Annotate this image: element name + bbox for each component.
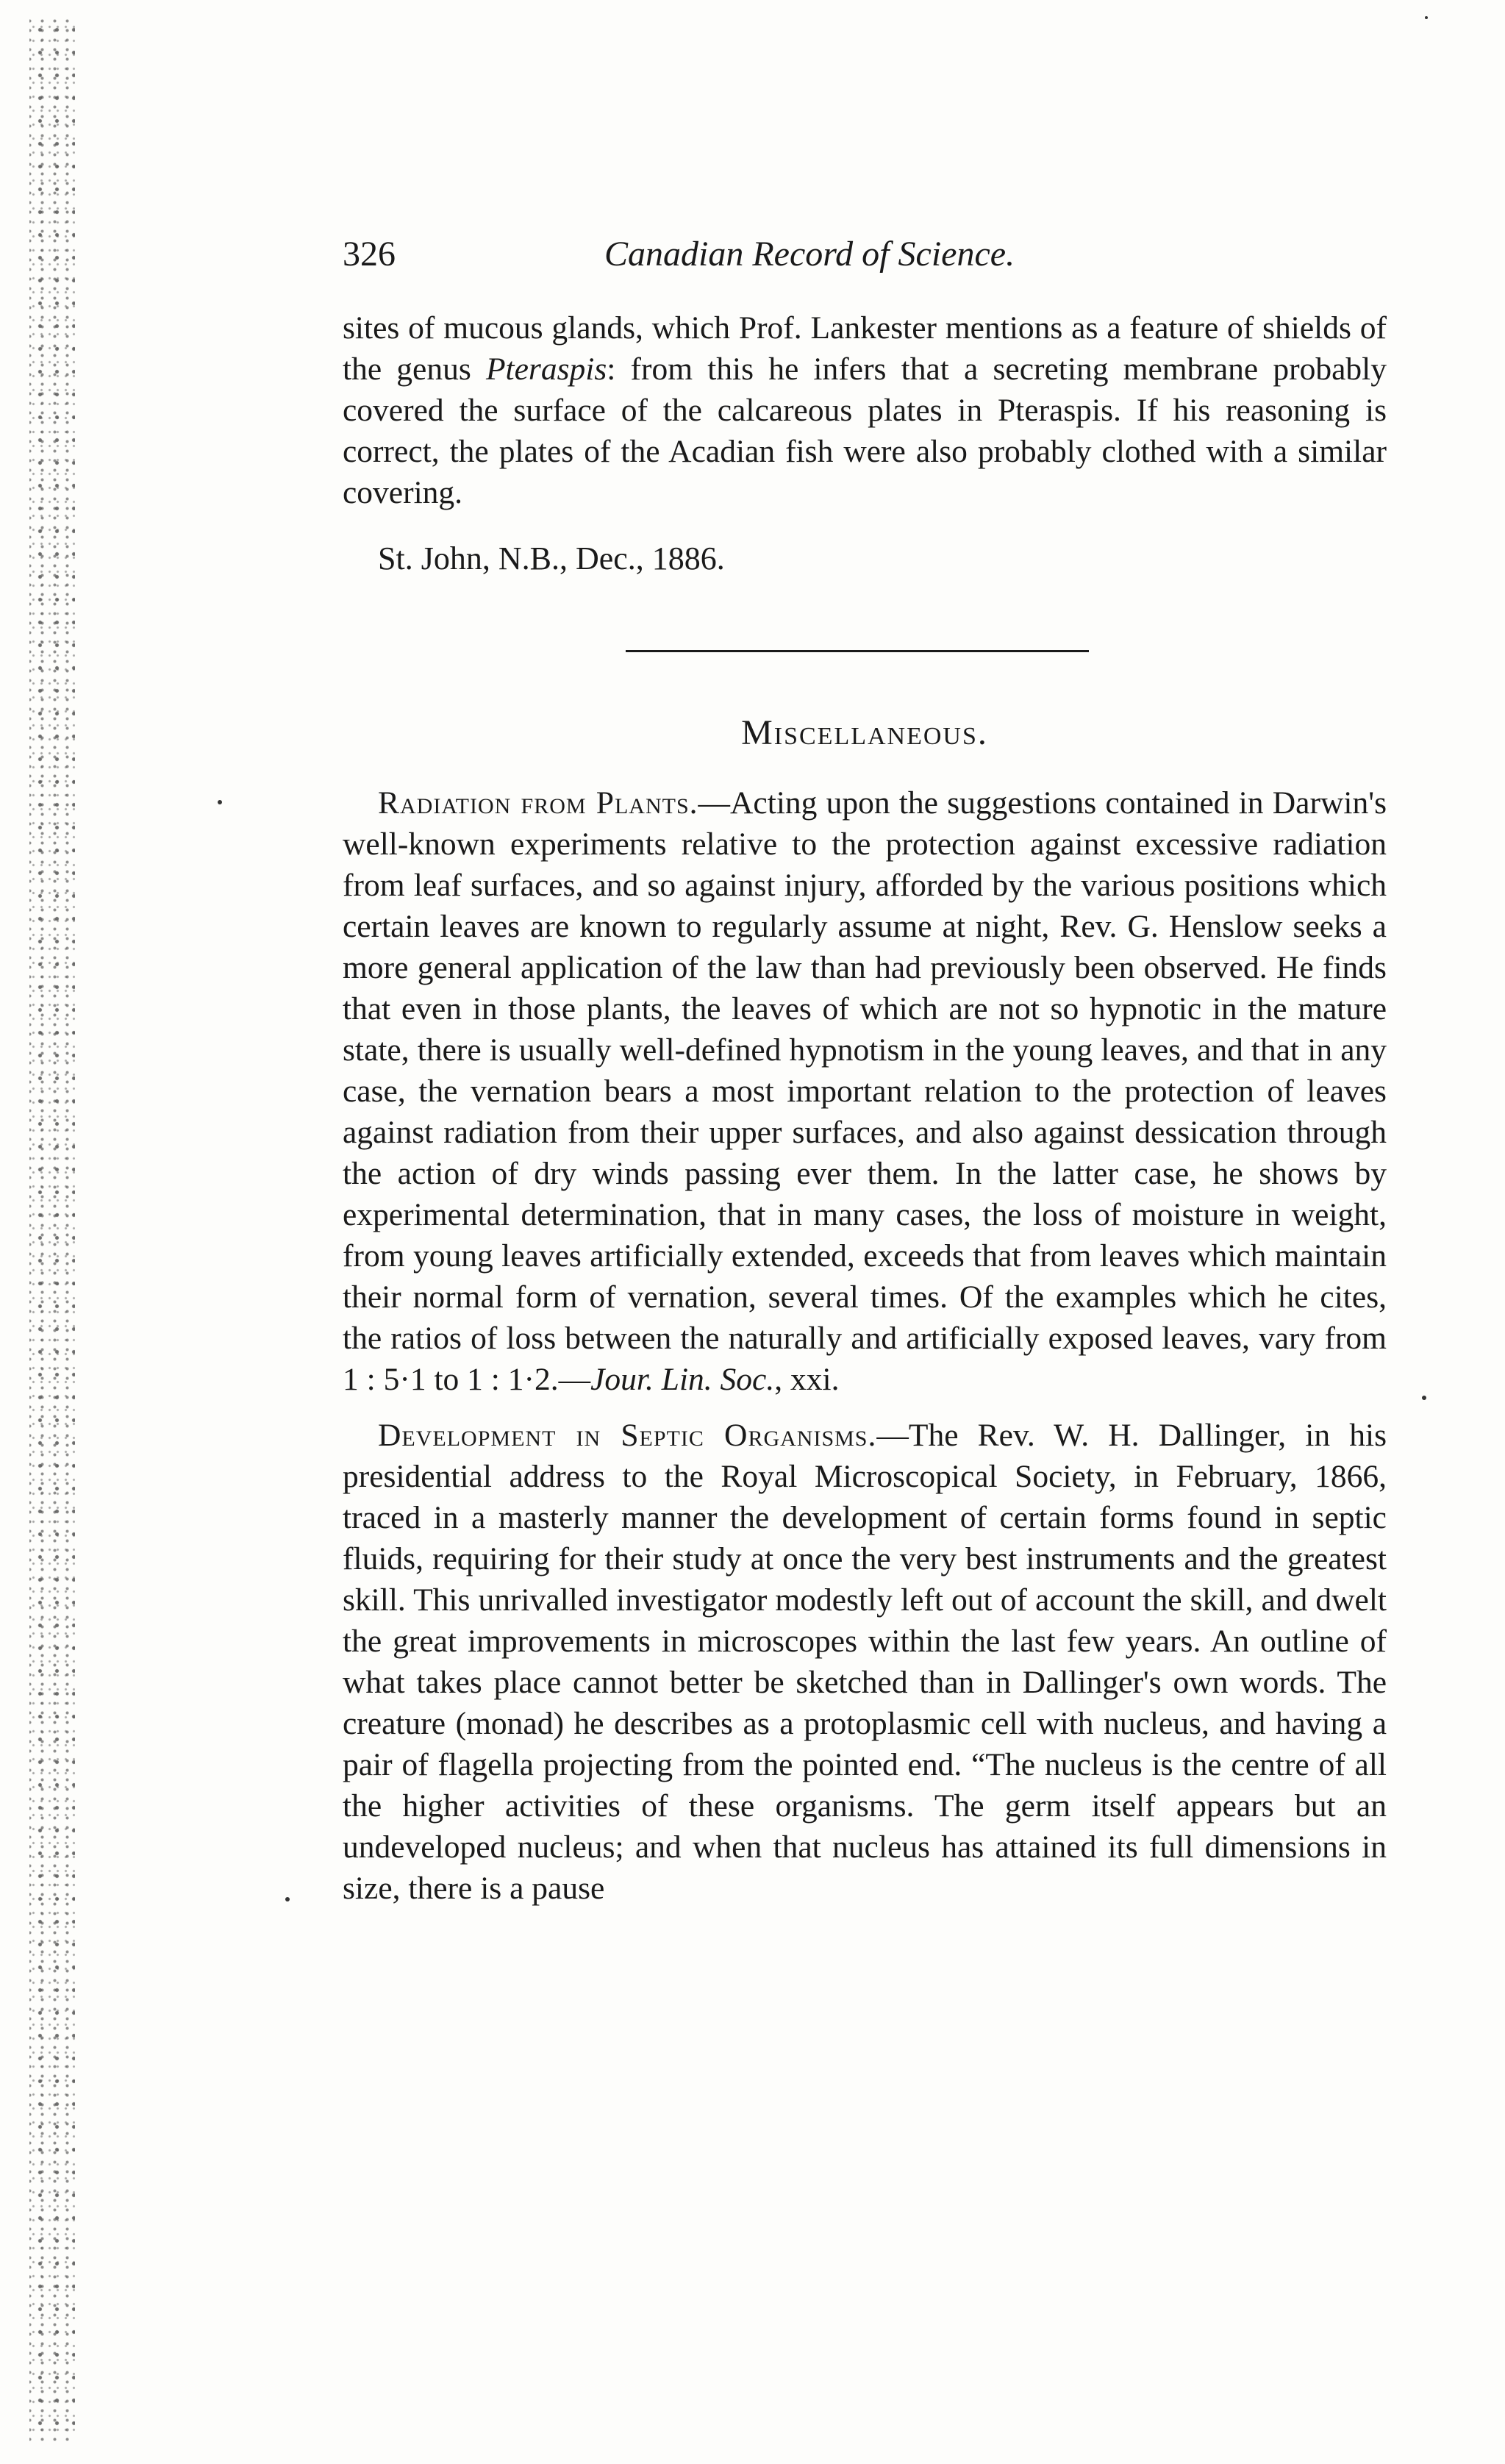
continued-text: sites of mucous glands, which Prof. Lankester mentions as a feature of shields of the genus: [343, 310, 1387, 387]
article-radiation-from-plants: [343, 782, 1387, 1400]
section-divider: [626, 650, 1089, 652]
genus-name: Pteraspis: [485, 351, 607, 387]
author-location-date: St. John, N.B., Dec., 1886.: [378, 540, 725, 576]
scan-speck: [218, 800, 222, 804]
section-title: Miscellaneous.: [741, 713, 988, 752]
article-development-in-septic-organisms: [343, 1415, 1387, 1909]
scan-speck: [1425, 16, 1428, 19]
scan-gutter-speckle: [29, 15, 75, 2441]
article-body: —The Rev. W. H. Dallinger, in his presidential address to the Royal Microscopical Society, in February, 1866, traced in a masterly manner the development of certain forms found in septic fluids, requiring for their study at once the very best instruments and the greatest skill. This unrivalled investigator modestly left out of account the skill, and dwelt the great improvements in microscopes within the last few years. An outline of what takes place cannot better be sketched than in Dallinger's own words. The creature (monad) he describes as a protoplasmic cell with nucleus, and having a pair of flagella projecting from the pointed end. “The nucleus is the centre of all the higher activities of these organisms. The germ itself appears but an undeveloped nucleus; and when that nucleus has attained its full dimensions in size, there is a pause: [343, 1418, 1387, 1906]
scan-speck: [1422, 1396, 1426, 1400]
scan-speck: [285, 1897, 290, 1901]
article-body: —Acting upon the suggestions contained in Darwin's well-known experiments relative to the protection against excessive radiation from leaf surfaces, and so against injury, afforded by the various positions which certain leaves are known to regularly assume at night, Rev. G. Henslow seeks a more general application of the law than had previously been observed. He finds that even in those plants, the leaves of which are not so hypnotic in the mature state, there is usually well-defined hypnotism in the young leaves, and that in any case, the vernation bears a most important relation to the protection of leaves against radiation from their upper surfaces, and also against dessication through the action of dry winds passing ever them. In the latter case, he shows by experimental determination, that in many cases, the loss of moisture in weight, from young leaves artificially extended, exceeds that from leaves which maintain their normal form of vernation, several times. Of the examples which he cites, the ratios of loss between the naturally and artificially exposed leaves, vary from 1 : 5·1 to 1 : 1·2.—: [343, 785, 1387, 1397]
page-number: 326: [343, 235, 396, 274]
continued-paragraph: [343, 307, 1387, 513]
citation-volume: , xxi.: [774, 1362, 840, 1397]
article-lead: Development in Septic Organisms.: [378, 1418, 877, 1453]
printed-page: [343, 221, 1387, 1909]
article-lead: Radiation from Plants.: [378, 785, 698, 821]
citation-journal: Jour. Lin. Soc.: [590, 1362, 775, 1397]
running-head: [343, 221, 1387, 279]
continued-text-tail: : from this he infers that a secreting membrane probably covered the surface of the calcareous plates in Pteraspis. If his reasoning is correct, the plates of the Acadian fish were also probably clothed with a similar covering.: [343, 351, 1387, 510]
journal-title: Canadian Record of Science.: [604, 235, 1015, 274]
